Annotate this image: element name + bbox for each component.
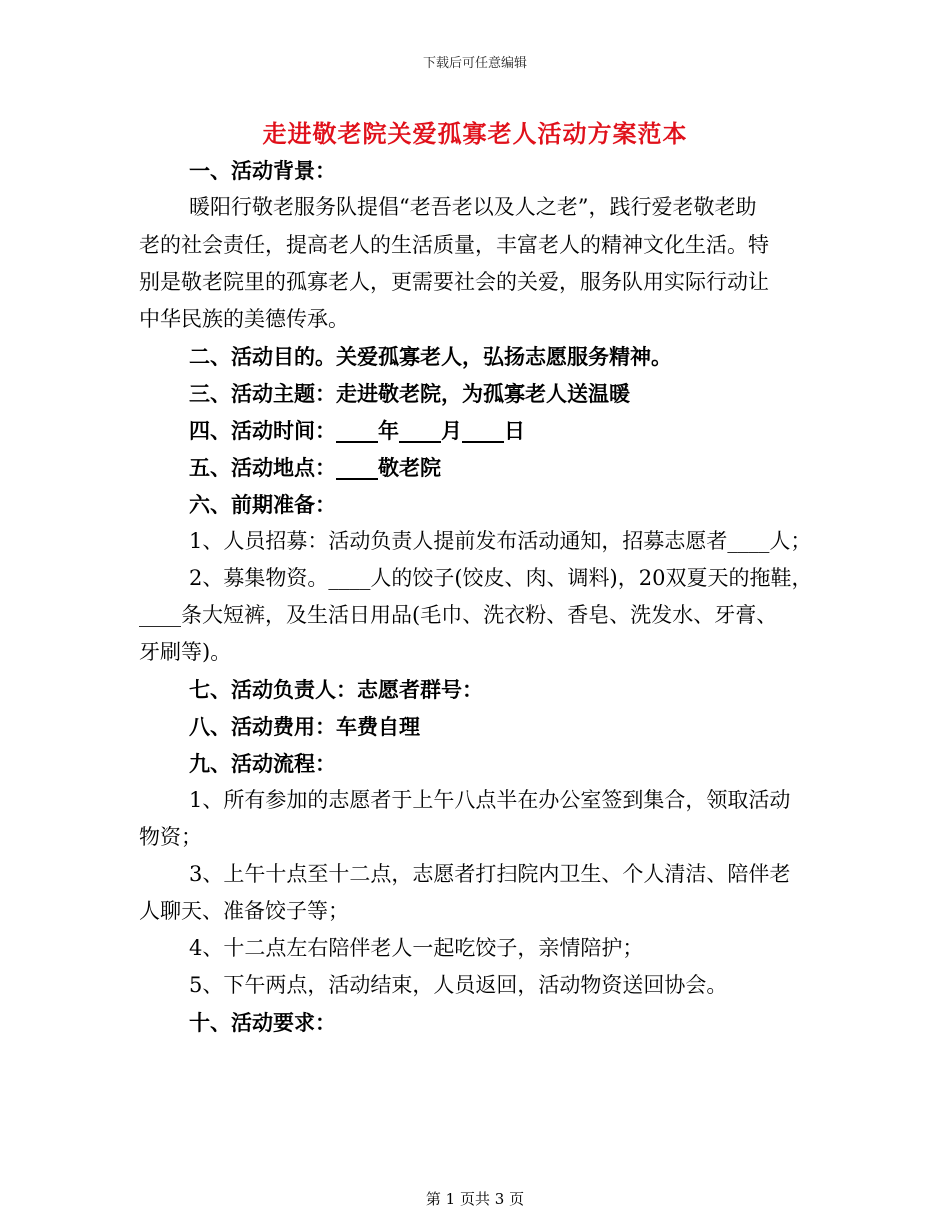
paragraph-line: 暖阳行敬老服务队提倡“老吾老以及人之老”，践行爱老敬老助	[189, 195, 757, 219]
section-heading-leader: 七、活动负责人：志愿者群号：	[189, 677, 483, 702]
list-item-continuation: ____条大短裤，及生活日用品(毛巾、洗衣粉、香皂、洗发水、牙膏、	[139, 603, 778, 627]
list-item: 5、下午两点，活动结束，人员返回，活动物资送回协会。	[189, 973, 728, 997]
section-heading-location: 五、活动地点：____敬老院	[189, 455, 441, 480]
list-item: 1、人员招募：活动负责人提前发布活动通知，招募志愿者____人；	[189, 529, 812, 553]
section-heading-requirements: 十、活动要求：	[189, 1010, 336, 1035]
list-item-continuation: 物资；	[139, 825, 202, 849]
document-title: 走进敬老院关爱孤寡老人活动方案范本	[262, 119, 688, 148]
section-heading-purpose: 二、活动目的。关爱孤寡老人，弘扬志愿服务精神。	[189, 344, 672, 369]
page-footer: 第 1 页共 3 页	[425, 1190, 525, 1208]
section-heading-cost: 八、活动费用：车费自理	[189, 714, 420, 739]
list-item: 1、所有参加的志愿者于上午八点半在办公室签到集合，领取活动	[189, 788, 791, 812]
list-item: 3、上午十点至十二点，志愿者打扫院内卫生、个人清洁、陪伴老	[189, 862, 791, 886]
section-heading-preparation: 六、前期准备：	[189, 492, 336, 517]
section-heading-process: 九、活动流程：	[189, 751, 336, 776]
list-item: 2、募集物资。____人的饺子(饺皮、肉、调料)，20双夏天的拖鞋，	[189, 566, 813, 590]
page-header: 下载后可任意编辑	[422, 56, 527, 71]
section-heading-time: 四、活动时间：____年____月____日	[189, 418, 525, 443]
list-item-continuation: 人聊天、准备饺子等；	[139, 899, 349, 923]
paragraph-line: 别是敬老院里的孤寡老人，更需要社会的关爱，服务队用实际行动让	[139, 270, 769, 294]
list-item-continuation: 牙刷等)。	[139, 640, 232, 664]
section-heading-background: 一、活动背景：	[189, 158, 336, 183]
paragraph-line: 中华民族的美德传承。	[139, 307, 349, 331]
paragraph-line: 老的社会责任，提高老人的生活质量，丰富老人的精神文化生活。特	[139, 233, 769, 257]
section-heading-theme: 三、活动主题：走进敬老院，为孤寡老人送温暖	[189, 381, 630, 406]
list-item: 4、十二点左右陪伴老人一起吃饺子，亲情陪护；	[189, 936, 644, 960]
